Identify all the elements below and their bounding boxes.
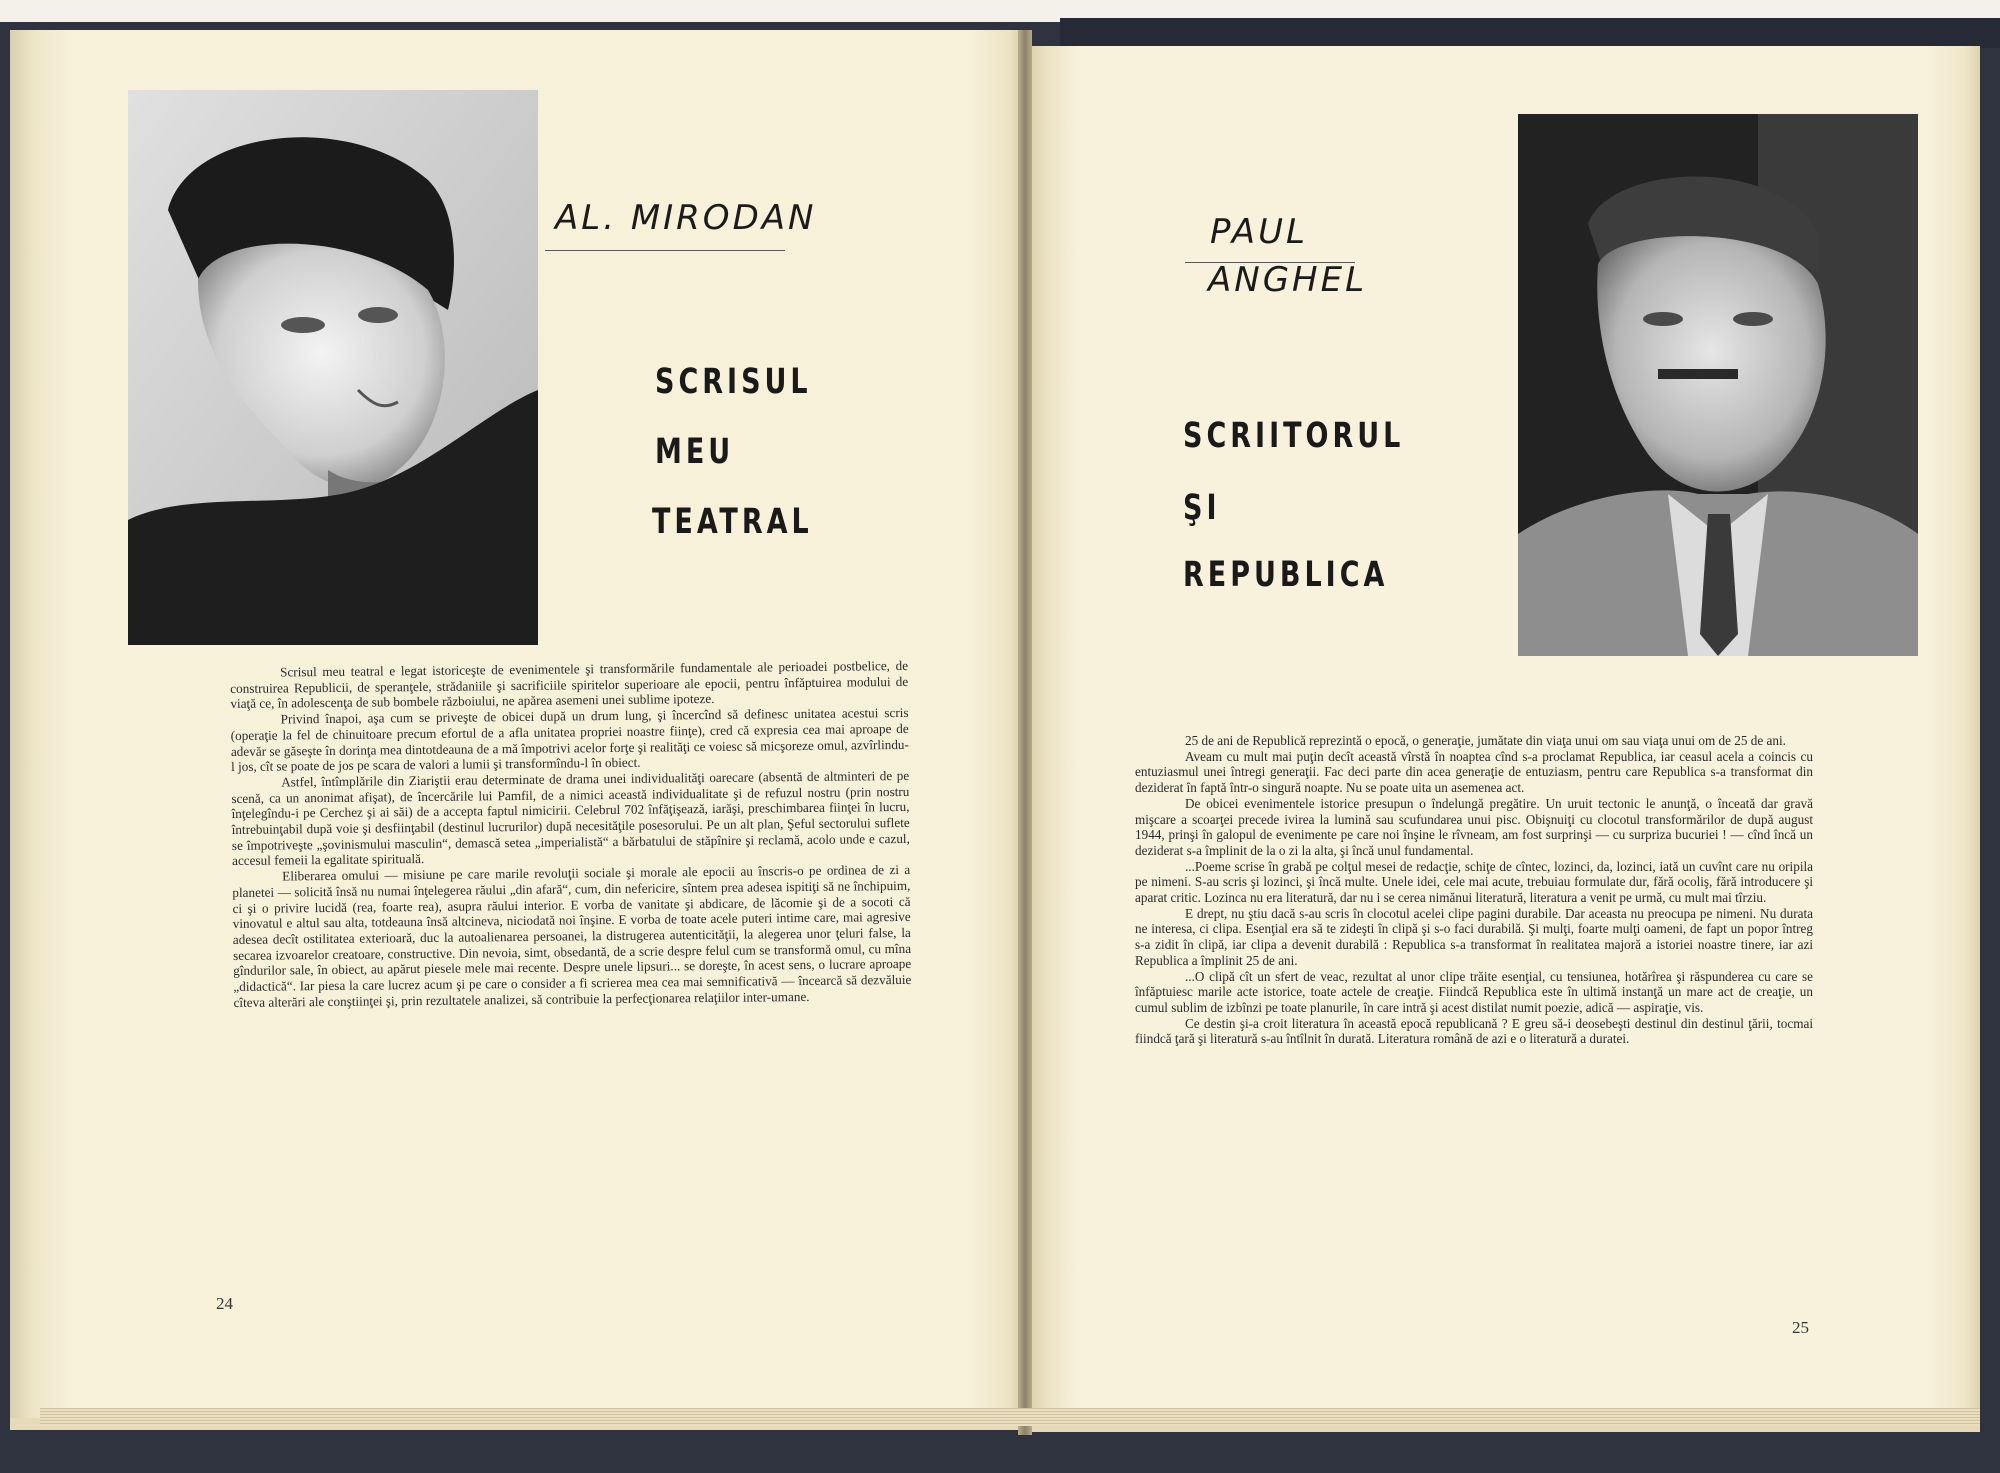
author-last-name: ANGHEL	[1208, 260, 1368, 300]
portrait-image	[1518, 114, 1918, 656]
paragraph: Astfel, întîmplările din Ziariştii erau determinate de drama unei individualităţi oarecare (absentă de altminteri de pe scenă, ca un anonimat afişat), de încercările lui Pamfil, de a nimici această individualitate şi de refuzul nostru (prin nostru înţelegîndu-i pe Cerchez şi ai săi) de a accepta faptul nimicirii. Celebrul 702 înfăţişează, iarăşi, preschimbarea fiinţei în lucru, întrebuinţabil după voie şi desfiinţabil (destinul lucrurilor) după necesităţile posesorului. Pe un alt plan, Şeful sectorului suflete se împotriveşte „şovinismului masculin“, demască setea „imperialistă“ a bărbatului de stăpînire şi reclamă, acolo unde e cazul, accesul femeii la egalitate spirituală.	[231, 767, 910, 869]
article-title-line-1: SCRIITORUL	[1183, 416, 1405, 457]
paragraph: Ce destin şi-a croit literatura în această epocă republicană ? E greu să-i deosebeşti destinul din destinul ţării, tocmai fiindcă ţară şi literatură s-au întîlnit în durată. Literatura română de azi e o literatură a duratei.	[1135, 1015, 1813, 1047]
article-body	[230, 658, 912, 1011]
paragraph: ...Poeme scrise în grabă pe colţul mesei de redacţie, schiţe de cîntec, lozinci, da, lozinci, iată un cuvînt care nu oripila pe nimeni. S-au scris şi lozinci, şi încă multe. Unele idei, cele mai acute, trebuiau formulate dur, fără ocoliş, fără introducere şi aparat critic. Lozinca nu era literatură, dar nu i se cerea nimănui literatură, literatura a venit pe urmă, cu mult mai tîrziu.	[1135, 858, 1813, 906]
paragraph: Privind înapoi, aşa cum se priveşte de obicei după un drum lung, şi încercînd să definesc unitatea acestui scris (operaţie la fel de chinuitoare precum efortul de a afla unitatea propriei noastre fiinţe), cred că expresia cea mai aproape de adevăr se găseşte în dorinţa mea dintotdeauna de a mă împotrivi acelor forţe şi realităţi ce voiesc să micşoreze omul, azvîrlindu-l jos, cît se poate de jos pe scara de valori a lumii şi transformîndu-l în obiect.	[230, 705, 909, 775]
author-name: AL. MIRODAN	[555, 198, 817, 238]
page-edges	[40, 1408, 1980, 1426]
article-title-line-2: MEU	[655, 432, 735, 473]
paragraph: Aveam cu mult mai puţin decît această vîrstă în noaptea cînd s-a proclamat Republica, iar ceasul acela a coincis cu entuziasmul unei întregi generaţii. Fac deci parte din acea generaţie de entuziasm, pentru care Republica s-a transformat din deziderat în faptă într-o singură noapte. Nu se poate uita un asemenea act.	[1135, 748, 1813, 796]
article-title-line-3: TEATRAL	[652, 502, 813, 543]
author-photo-left	[128, 90, 538, 645]
page-number: 24	[216, 1294, 233, 1313]
author-first-name: PAUL	[1210, 212, 1308, 252]
paragraph: ...O clipă cît un sfert de veac, rezultat al unor clipe trăite esenţial, cu tensiunea, hotărîrea şi răspunderea cu care se înfăptuiesc marile acte istorice, toate actele de creaţie. Fiindcă Republica este în ultimă instanţă un mare act de creaţie, un cumul sublim de izbînzi pe toate planurile, în care intră şi acest distilat numit poezie, adică — aspiraţie, vis.	[1135, 968, 1813, 1015]
article-body	[1135, 733, 1813, 1047]
paragraph: De obicei evenimentele istorice presupun o îndelungă pregătire. Un uruit tectonic le anunţă, o înceată dar gravă mişcare a scoarţei precede ivirea la lumină sau scufundarea unui pisc. Obişnuiţi cu clocotul transformărilor de după august 1944, prinşi în galopul de evenimente pe care noi înşine le rîvneam, am fost surprinşi — cu surpriza bucuriei ! — cînd încă un deziderat s-a împlinit de la o zi la alta, şi încă unul fundamental.	[1135, 795, 1813, 858]
paragraph: 25 de ani de Republică reprezintă o epocă, o generaţie, jumătate din viaţa unui om sau viaţa unui om de 25 de ani.	[1185, 733, 1786, 748]
article-title-line-1: SCRISUL	[655, 362, 812, 403]
portrait-image	[128, 90, 538, 645]
author-photo-right	[1518, 114, 1918, 656]
page-number: 25	[1792, 1318, 1809, 1337]
article-title-line-3: REPUBLICA	[1183, 555, 1389, 596]
author-underline	[545, 250, 785, 251]
paragraph: E drept, nu ştiu dacă s-au scris în clocotul acelei clipe pagini durabile. Dar aceasta nu preocupa pe nimeni. Nu durata ne interesa, ci clipa. Esenţial era să te zideşti în clipă şi s-o faci durabilă. Şi mulţi, foarte mulţi oameni, de fapt un popor întreg s-a zidit în clipă, iar clipa a devenit durabilă : Republica s-a transformat în realitatea majoră a istoriei noastre tinere, iar azi Republica a împlinit 25 de ani.	[1135, 905, 1813, 968]
paragraph: Scrisul meu teatral e legat istoriceşte de evenimentele şi transformările fundamentale ale perioadei postbelice, de construirea Republicii, de speranţele, strădaniile şi sacrificiile spiritelor superioare ale epocii, pentru înfăptuirea modului de viaţă ce, în adolescenţa de sub bombele războiului, ne apărea asemeni unei sublime ipoteze.	[230, 657, 909, 712]
article-title-line-2: ŞI	[1183, 488, 1221, 529]
paragraph: Eliberarea omului — misiune pe care marile revoluţii sociale şi morale ale epocii au înscris-o pe ordinea de zi a planetei — solicită însă nu numai înţelegerea răului „din afară“, cum, din nefericire, sîntem prea adesea ispitiţi să ne închipuim, ci şi o privire lucidă (rea, foarte rea), asupra răului interior. E vorba de vanitate şi abdicare, de lăcomie şi de a socoti că vinovatul e altul sau alta, totdeauna însă altcineva, niciodată noi înşine. E vorba de toate acele puteri intime care, mai agresive adesea decît ostilitatea exterioară, duc la autoalienarea persoanei, la distrugerea autenticităţii, la alegerea unor ţeluri false, la secarea izvoarelor creatoare, constructive. Din nevoia, simt, obsedantă, de a scrie despre felul cum se transformă omul, cu mîna gîndurilor sale, în obiect, au apărut piesele mele mai recente. Despre unele lipsuri... se doreşte, în acest sens, o lucrare aproape „didactică“. Iar piesa la care lucrez acum şi pe care o consider a fi scrierea mea cea mai semnificativă — încearcă să dezvăluie cîteva alterări ale conştiinţei şi, prin rezultatele analizei, să contribuie la perfecţionarea relaţiilor inter-umane.	[232, 862, 912, 1010]
book-cover-edge	[1060, 18, 2000, 48]
book-gutter	[1018, 30, 1032, 1435]
